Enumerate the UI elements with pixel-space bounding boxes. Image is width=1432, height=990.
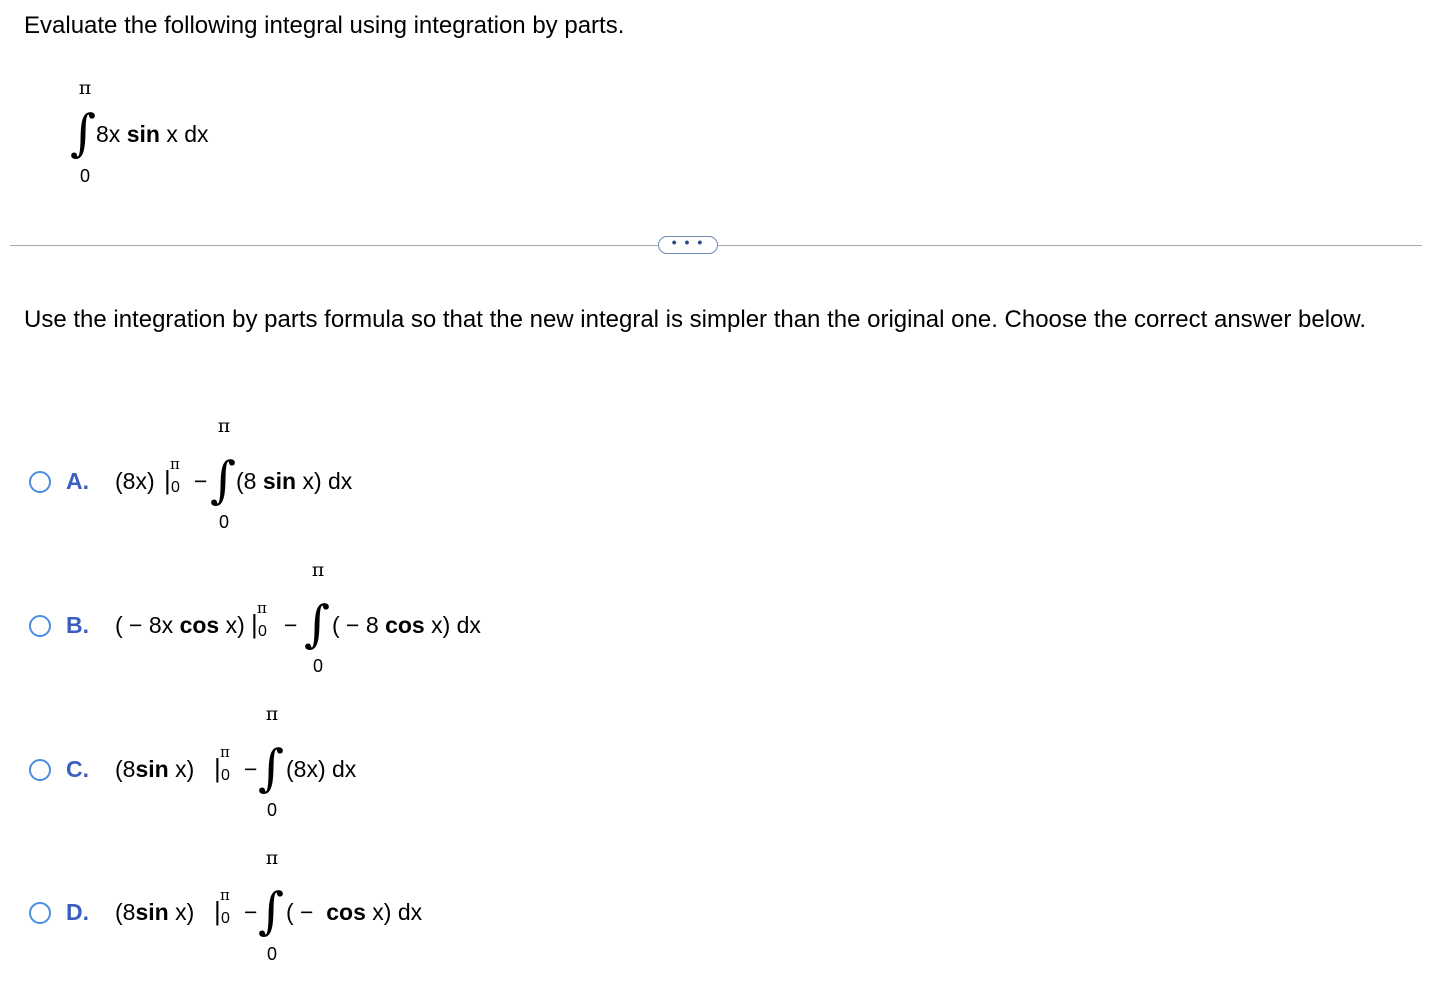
option-c-bar-lower: 0 (221, 767, 230, 784)
option-c-eval-bar: | (214, 753, 221, 783)
option-b-bar-lower: 0 (258, 623, 267, 640)
integral-upper-limit: π (78, 77, 92, 99)
option-letter-d: D. (66, 899, 89, 925)
option-letter-b: B. (66, 612, 89, 638)
option-c-integral-sign: ∫ (258, 739, 285, 797)
option-d-bar-lower: 0 (221, 910, 230, 927)
option-c-upper-limit: π (265, 703, 279, 725)
option-b-minus: − (284, 612, 298, 638)
option-d-integrand: ( − cos x) dx (286, 899, 423, 925)
integral-sign: ∫ (70, 104, 97, 162)
integrand-rest: x dx (166, 121, 209, 147)
option-c-lower-limit: 0 (266, 800, 277, 820)
option-d-lower-limit: 0 (266, 944, 277, 964)
option-a-upper-limit: π (217, 415, 231, 437)
option-c-pre: (8sin x) (115, 756, 195, 782)
option-b-integrand: ( − 8 cos x) dx (332, 612, 481, 638)
option-b-integral-sign: ∫ (304, 595, 331, 653)
option-c-bar-upper: π (220, 743, 230, 761)
option-a-bar-upper: π (170, 455, 180, 473)
show-more-button[interactable] (658, 236, 718, 254)
radio-button-a[interactable] (29, 471, 51, 493)
option-b-pre: ( − 8x cos x) (115, 612, 245, 638)
option-d-pre: (8sin x) (115, 899, 195, 925)
ellipsis-icon: • • • (671, 234, 705, 250)
option-d-upper-limit: π (265, 847, 279, 869)
option-a-integral-sign: ∫ (210, 451, 237, 509)
option-a-pre: (8x) (115, 468, 155, 494)
option-b-upper-limit: π (311, 559, 325, 581)
option-d-eval-bar: | (214, 896, 221, 926)
option-d-minus: − (244, 899, 258, 925)
option-b-eval-bar: | (251, 609, 258, 639)
option-a-minus: − (194, 468, 208, 494)
option-letter-c: C. (66, 756, 89, 782)
option-a-eval-bar: | (164, 465, 171, 495)
option-c-integrand: (8x) dx (286, 756, 357, 782)
integrand-coef: 8x (96, 121, 121, 147)
option-d-bar-upper: π (220, 886, 230, 904)
integrand (96, 120, 209, 148)
integral-lower-limit: 0 (79, 166, 90, 186)
option-b-bar-upper: π (257, 599, 267, 617)
option-a-lower-limit: 0 (218, 512, 229, 532)
option-c-minus: − (244, 756, 258, 782)
option-a-integrand: (8 sin x) dx (236, 468, 353, 494)
radio-button-d[interactable] (29, 902, 51, 924)
option-letter-a: A. (66, 468, 89, 494)
radio-button-b[interactable] (29, 615, 51, 637)
option-d-integral-sign: ∫ (258, 882, 285, 940)
instruction-text: Use the integration by parts formula so that the new integral is simpler than the original one. Choose the correct answer below. (24, 306, 1367, 333)
radio-button-c[interactable] (29, 759, 51, 781)
option-a-bar-lower: 0 (171, 479, 180, 496)
question-prompt: Evaluate the following integral using integration by parts. (24, 12, 625, 39)
option-b-lower-limit: 0 (312, 656, 323, 676)
integrand-func: sin (126, 121, 160, 147)
